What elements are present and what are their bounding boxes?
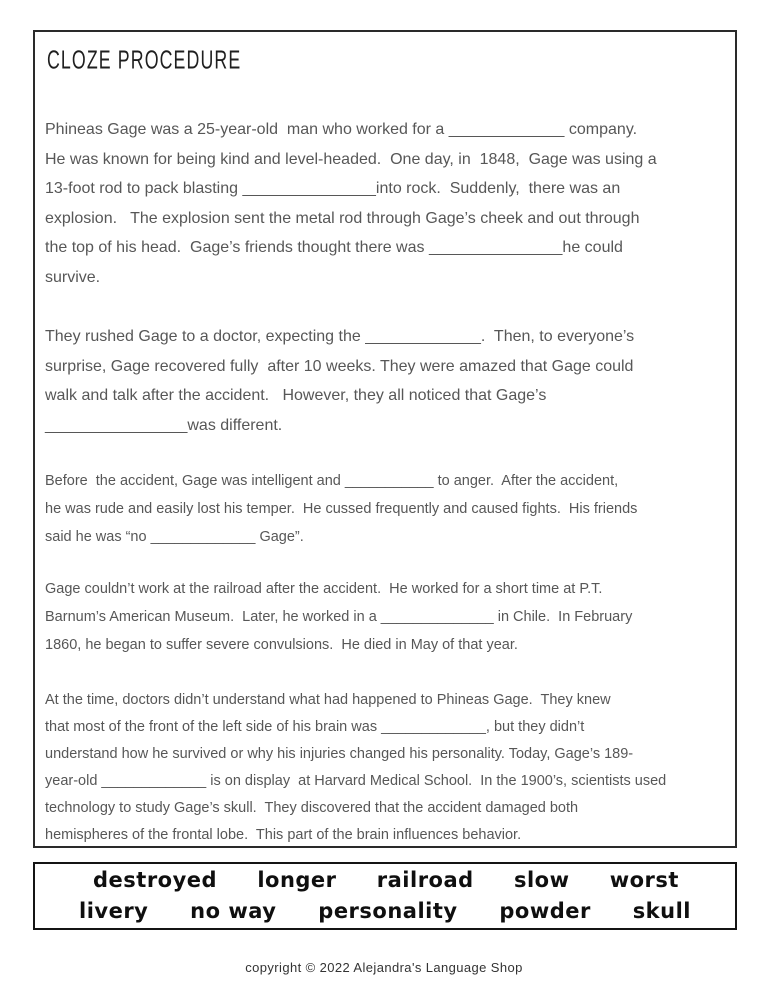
- passage-line: said he was “no _____________ Gage”.: [45, 529, 304, 545]
- passage-line: Barnum’s American Museum. Later, he worked in a ______________ in Chile. In February: [45, 609, 633, 625]
- passage-paragraph: [45, 467, 729, 551]
- word-bank-word: no way: [190, 899, 277, 923]
- word-bank-box: [33, 862, 737, 930]
- passage-line: survive.: [45, 268, 101, 286]
- passage-line: They rushed Gage to a doctor, expecting the _____________. Then, to everyone’s: [45, 328, 635, 345]
- passage-paragraph: [45, 115, 729, 292]
- passage-box: [33, 30, 737, 848]
- page-title: CLOZE PROCEDURE: [47, 46, 242, 76]
- passage-paragraph: [45, 687, 729, 848]
- passage-line: He was known for being kind and level-headed. One day, in 1848, Gage was using a: [45, 150, 657, 168]
- word-bank-row: [35, 896, 735, 927]
- passage-paragraph: [45, 322, 729, 440]
- passage-line: technology to study Gage’s skull. They discovered that the accident damaged both: [45, 800, 579, 816]
- copyright-text: copyright © 2022 Alejandra's Language Shop: [245, 960, 523, 975]
- passage-line: he was rude and easily lost his temper. He cussed frequently and caused fights. His friends: [45, 501, 638, 517]
- passage-line: the top of his head. Gage’s friends thought there was _______________he could: [45, 239, 623, 256]
- word-bank-row: [35, 865, 735, 896]
- word-bank-word: skull: [632, 899, 691, 923]
- passage-line: that most of the front of the left side of his brain was _____________, but they didn’t: [45, 719, 585, 735]
- word-bank-word: worst: [609, 868, 679, 892]
- passage-line: 13-foot rod to pack blasting _______________into rock. Suddenly, there was an: [45, 180, 621, 197]
- passage-line: ________________was different.: [45, 416, 283, 434]
- word-bank-word: slow: [513, 868, 570, 892]
- passage-line: understand how he survived or why his injuries changed his personality. Today, Gage’s 189-: [45, 746, 634, 762]
- word-bank-word: livery: [79, 899, 149, 923]
- passage-line: 1860, he began to suffer severe convulsions. He died in May of that year.: [45, 637, 518, 653]
- passage-paragraph: [45, 575, 729, 659]
- passage-line: hemispheres of the frontal lobe. This part of the brain influences behavior.: [45, 827, 522, 843]
- passage-line: explosion. The explosion sent the metal rod through Gage’s cheek and out through: [45, 209, 640, 227]
- passage-line: Before the accident, Gage was intelligent and ___________ to anger. After the accident,: [45, 473, 619, 489]
- passage-line: year-old _____________ is on display at Harvard Medical School. In the 1900’s, scientists used: [45, 773, 667, 789]
- passage-line: Gage couldn’t work at the railroad after the accident. He worked for a short time at P.T.: [45, 581, 603, 597]
- word-bank-word: railroad: [376, 868, 474, 892]
- word-bank-word: longer: [257, 868, 337, 892]
- word-bank-word: destroyed: [93, 868, 218, 892]
- word-bank-word: powder: [499, 899, 591, 923]
- word-bank-word: personality: [318, 899, 458, 923]
- passage-line: walk and talk after the accident. However, they all noticed that Gage’s: [45, 387, 547, 404]
- passage-line: surprise, Gage recovered fully after 10 weeks. They were amazed that Gage could: [45, 357, 634, 375]
- passage-line: At the time, doctors didn’t understand what had happened to Phineas Gage. They knew: [45, 692, 611, 708]
- passage-line: Phineas Gage was a 25-year-old man who worked for a _____________ company.: [45, 121, 638, 138]
